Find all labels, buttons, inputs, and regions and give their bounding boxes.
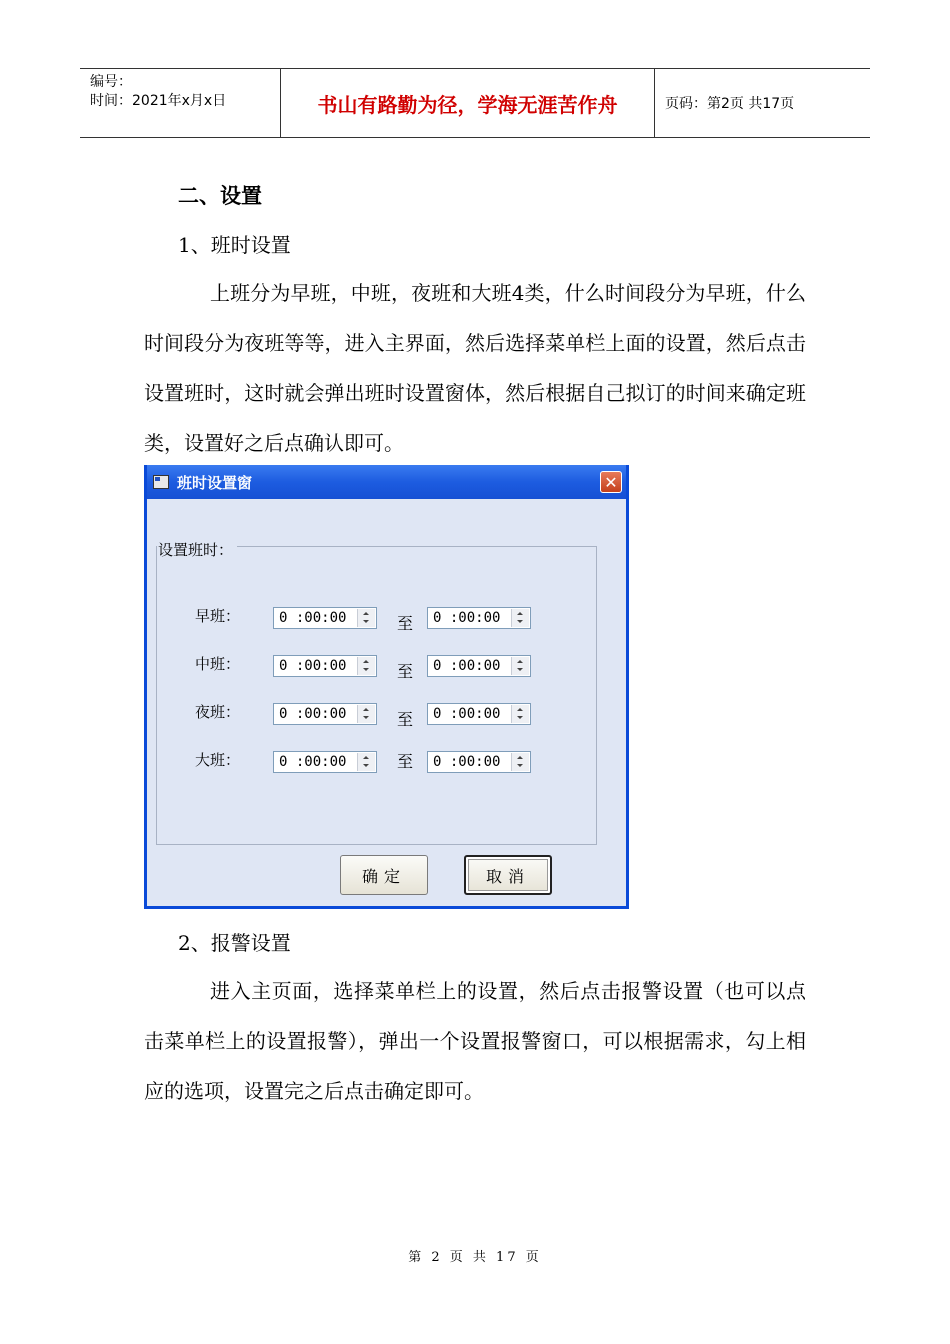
spinner-arrows-icon[interactable] [511,753,529,771]
label-morning-shift: 早班： [195,607,241,625]
subsection-heading-shift: 1、班时设置 [178,233,291,257]
spinner-arrows-icon[interactable] [511,705,529,723]
middle-start-spinner[interactable]: 0 :00:00 [273,655,377,677]
label-large-shift: 大班： [195,751,241,769]
night-start-spinner[interactable]: 0 :00:00 [273,703,377,725]
shift-settings-dialog [144,465,629,909]
subsection-heading-alarm: 2、报警设置 [178,931,291,955]
to-label: 至 [397,752,414,771]
large-end-spinner[interactable]: 0 :00:00 [427,751,531,773]
close-icon[interactable]: ✕ [600,471,622,493]
to-label: 至 [397,662,414,681]
shift-time-group [156,546,597,845]
label-night-shift: 夜班： [195,703,241,721]
label-middle-shift: 中班： [195,655,241,673]
spinner-arrows-icon[interactable] [357,609,375,627]
dialog-titlebar[interactable] [147,465,626,499]
spinner-arrows-icon[interactable] [357,753,375,771]
ok-button[interactable]: 确定 [340,855,428,895]
paragraph-alarm-settings: 进入主页面，选择菜单栏上的设置，然后点击报警设置（也可以点击菜单栏上的设置报警），弹出一个设置报警窗口，可以根据需求，勾上相应的选项，设置完之后点击确定即可。 [144,979,806,1103]
header-date: 时间：2021年x月x日 [90,93,227,109]
night-end-spinner[interactable]: 0 :00:00 [427,703,531,725]
morning-end-spinner[interactable]: 0 :00:00 [427,607,531,629]
to-label: 至 [397,710,414,729]
spinner-arrows-icon[interactable] [511,609,529,627]
cancel-button[interactable]: 取消 [464,855,552,895]
dialog-title: 班时设置窗 [177,473,253,492]
spinner-arrows-icon[interactable] [357,705,375,723]
paragraph-shift-settings: 上班分为早班，中班，夜班和大班4类，什么时间段分为早班，什么时间段分为夜班等等，进入主界面，然后选择菜单栏上面的设置，然后点击设置班时，这时就会弹出班时设置窗体，然后根据自己拟订的时间来确定班类，设置好之后点确认即可。 [144,281,806,455]
morning-start-spinner[interactable]: 0 :00:00 [273,607,377,629]
page-header [80,68,870,138]
header-page-number: 页码：第2页 共17页 [665,96,795,112]
header-meta-cell [80,69,281,137]
window-app-icon [153,475,169,489]
header-motto: 书山有路勤为径，学海无涯苦作舟 [281,69,655,137]
to-label: 至 [397,614,414,633]
page-footer: 第 2 页 共 17 页 [408,1250,542,1265]
section-heading: 二、设置 [178,184,262,208]
spinner-arrows-icon[interactable] [511,657,529,675]
middle-end-spinner[interactable]: 0 :00:00 [427,655,531,677]
group-label: 设置班时： [157,539,237,560]
header-number: 编号： [90,74,132,90]
dialog-client-area [147,499,626,906]
spinner-arrows-icon[interactable] [357,657,375,675]
large-start-spinner[interactable]: 0 :00:00 [273,751,377,773]
